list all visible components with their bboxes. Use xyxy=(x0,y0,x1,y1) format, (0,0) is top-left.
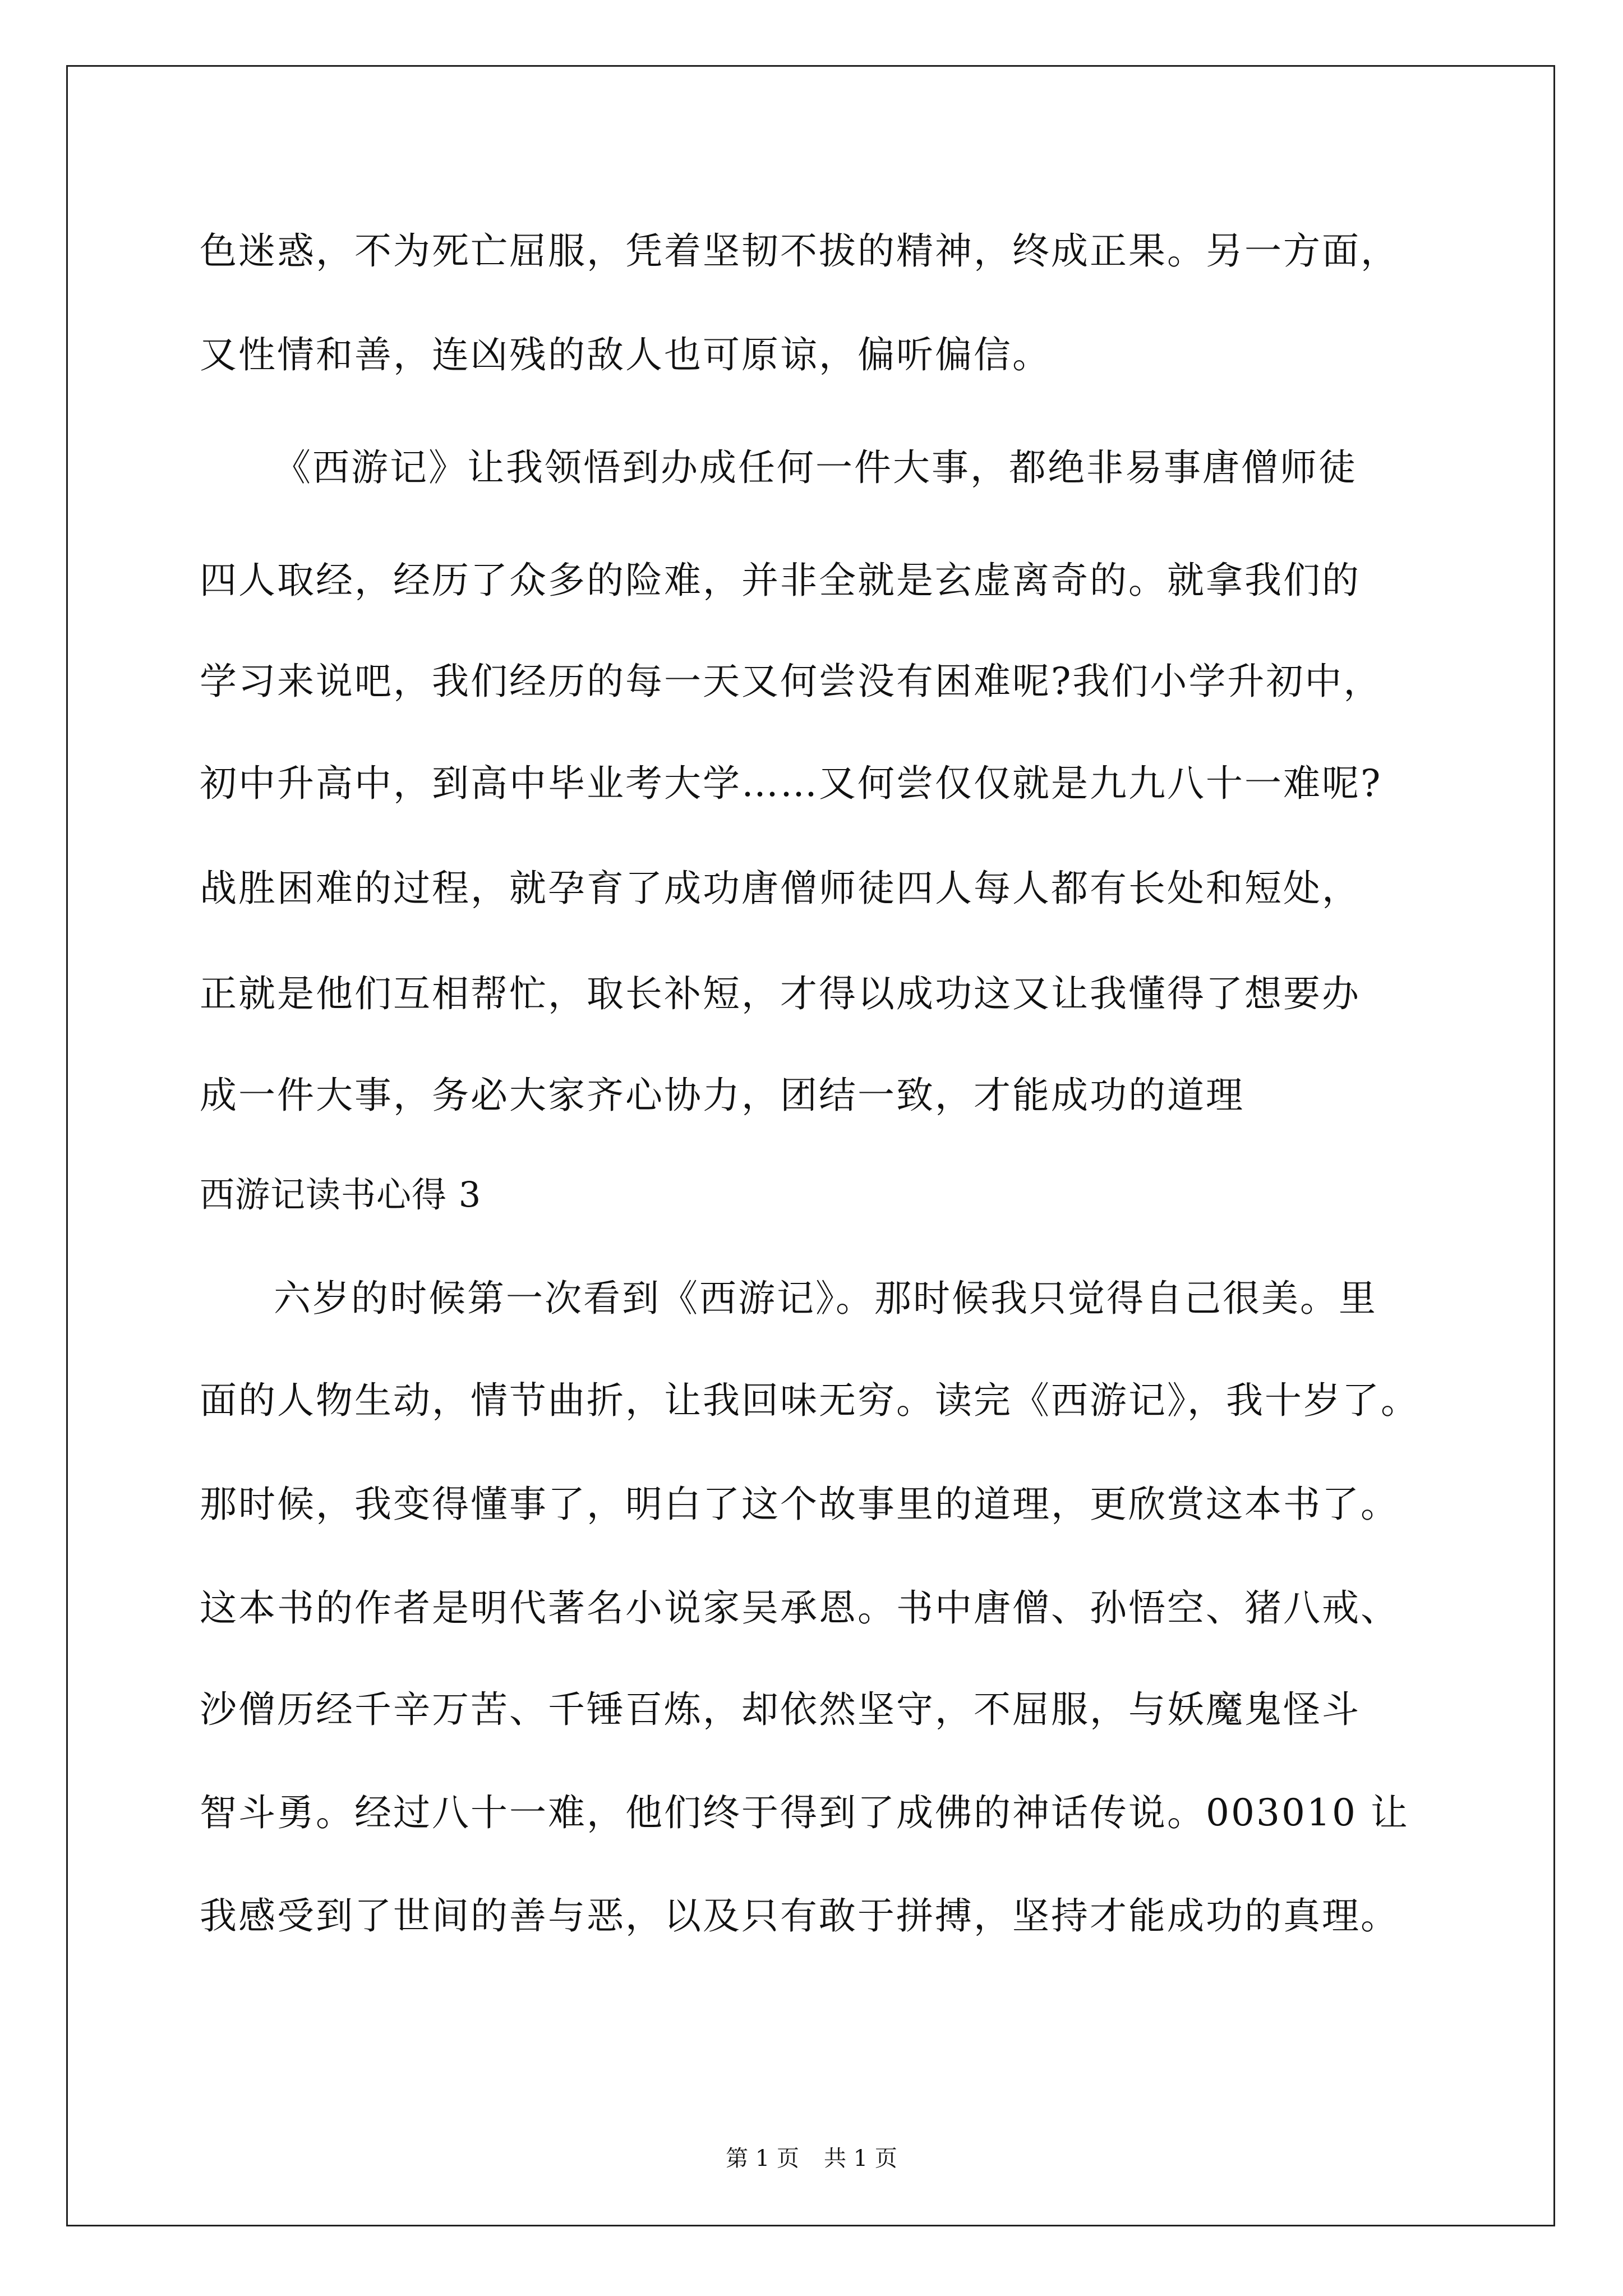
paragraph-line: 面的人物生动，情节曲折，让我回味无穷。读完《西游记》，我十岁了。 xyxy=(200,1379,1419,1422)
page-number: 第 1 页 xyxy=(726,2146,799,2171)
paragraph-line: 沙僧历经千辛万苦、千锤百炼，却依然坚守，不屈服，与妖魔鬼怪斗 xyxy=(200,1688,1361,1731)
paragraph-line: 智斗勇。经过八十一难，他们终于得到了成佛的神话传说。003010 让 xyxy=(200,1791,1409,1834)
section-heading: 西游记读书心得 3 xyxy=(200,1174,482,1215)
paragraph-line: 初中升高中，到高中毕业考大学……又何尝仅仅就是九九八十一难呢? xyxy=(200,762,1382,805)
paragraph-line: 色迷惑，不为死亡屈服，凭着坚韧不拔的精神，终成正果。另一方面， xyxy=(200,229,1399,273)
paragraph-line: 六岁的时候第一次看到《西游记》。那时候我只觉得自己很美。里 xyxy=(274,1277,1377,1320)
paragraph-line: 我感受到了世间的善与恶，以及只有敢于拼搏，坚持才能成功的真理。 xyxy=(200,1894,1399,1938)
paragraph-line: 那时候，我变得懂事了，明白了这个故事里的道理，更欣赏这本书了。 xyxy=(200,1483,1399,1526)
page-footer xyxy=(0,2145,1623,2173)
paragraph-line: 这本书的作者是明代著名小说家吴承恩。书中唐僧、孙悟空、猪八戒、 xyxy=(200,1586,1399,1630)
paragraph-line: 正就是他们互相帮忙，取长补短，才得以成功这又让我懂得了想要办 xyxy=(200,972,1361,1015)
paragraph-line: 成一件大事，务必大家齐心协力，团结一致，才能成功的道理 xyxy=(200,1074,1244,1117)
paragraph-line: 四人取经，经历了众多的险难，并非全就是玄虚离奇的。就拿我们的 xyxy=(200,559,1361,602)
paragraph-line: 《西游记》让我领悟到办成任何一件大事，都绝非易事唐僧师徒 xyxy=(274,446,1357,489)
paragraph-line: 学习来说吧，我们经历的每一天又何尝没有困难呢?我们小学升初中， xyxy=(200,660,1382,703)
paragraph-line: 又性情和善，连凶残的敌人也可原谅，偏听偏信。 xyxy=(200,333,1051,376)
paragraph-line: 战胜困难的过程，就孕育了成功唐僧师徒四人每人都有长处和短处， xyxy=(200,867,1361,910)
page-total: 共 1 页 xyxy=(824,2146,897,2171)
